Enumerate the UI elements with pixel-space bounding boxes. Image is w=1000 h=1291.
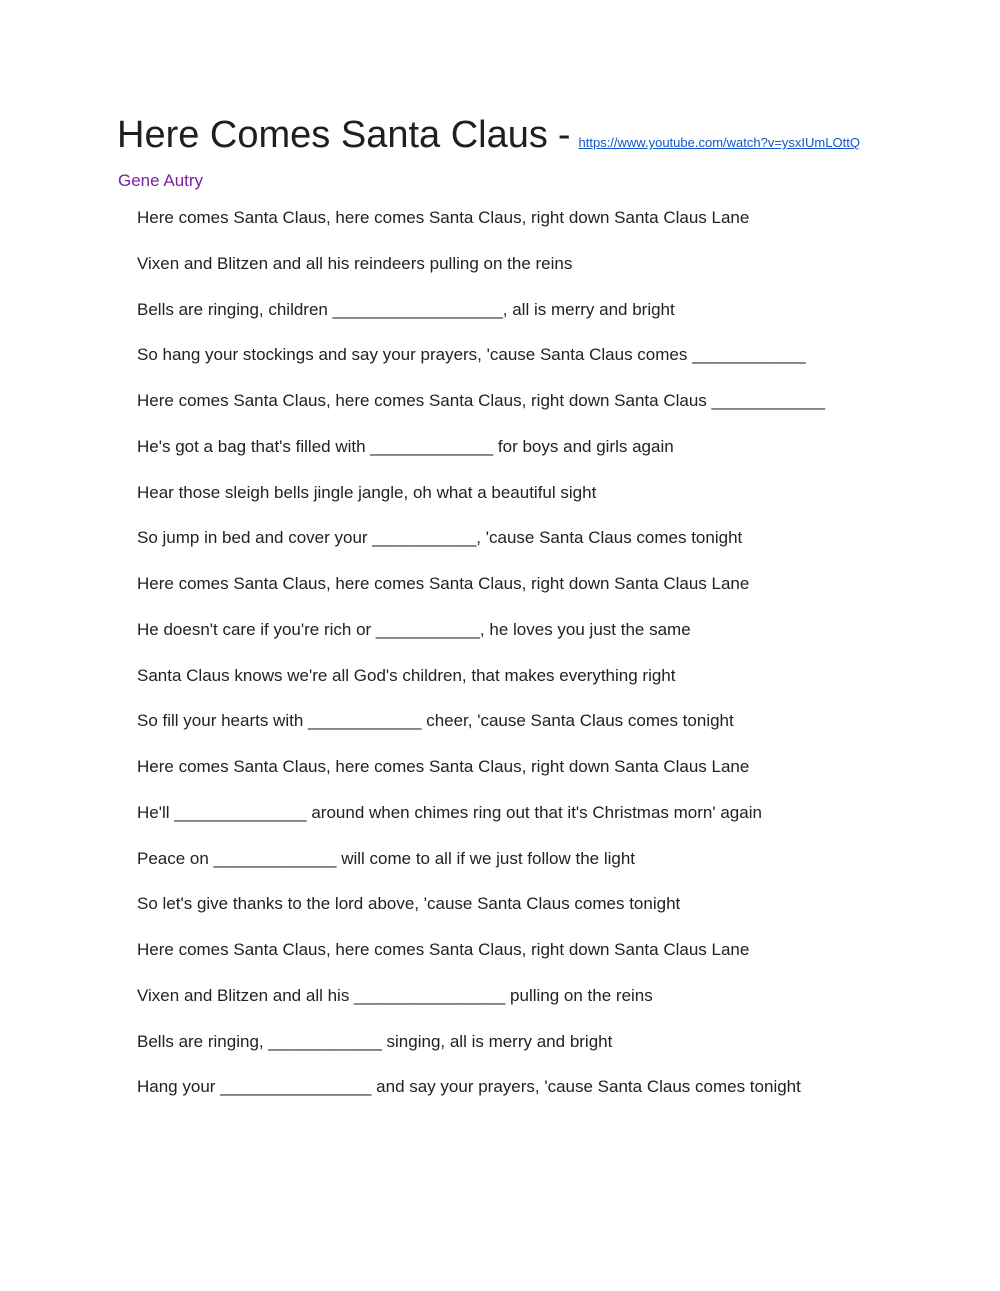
lyric-line: So fill your hearts with ____________ cheer, 'cause Santa Claus comes tonight [137,711,734,731]
lyric-line: Here comes Santa Claus, here comes Santa Claus, right down Santa Claus ____________ [137,391,825,410]
lyric-line: So let's give thanks to the lord above, 'cause Santa Claus comes tonight [137,894,681,914]
lyric-line: He doesn't care if you're rich or ___________, he loves you just the same [137,619,691,639]
lyric-line: Santa Claus knows we're all God's children, that makes everything right [137,665,676,685]
lyric-line: Vixen and Blitzen and all his ________________ pulling on the reins [137,985,653,1005]
lyric-line: Bells are ringing, ____________ singing, all is merry and bright [137,1031,613,1051]
youtube-link[interactable]: https://www.youtube.com/watch?v=ysxIUmLOttQ [578,135,860,150]
lyric-line: Vixen and Blitzen and all his reindeers pulling on the reins [137,253,573,273]
lyrics-list [137,208,825,1123]
lyric-line: Here comes Santa Claus, here comes Santa Claus, right down Santa Claus Lane [137,208,750,227]
lyric-line: He's got a bag that's filled with _____________ for boys and girls again [137,436,674,456]
lyric-line: He'll ______________ around when chimes ring out that it's Christmas morn' again [137,802,762,822]
lyric-line: Hear those sleigh bells jingle jangle, oh what a beautiful sight [137,482,597,502]
artist-name: Gene Autry [118,171,204,190]
lyric-line: Here comes Santa Claus, here comes Santa Claus, right down Santa Claus Lane [137,940,750,959]
lyric-line: Peace on _____________ will come to all if we just follow the light [137,848,636,868]
lyric-line: So jump in bed and cover your ___________, 'cause Santa Claus comes tonight [137,528,743,548]
title-separator: - [557,114,571,156]
lyric-line: Here comes Santa Claus, here comes Santa Claus, right down Santa Claus Lane [137,574,750,593]
page-title: Here Comes Santa Claus [117,114,548,156]
title-row [117,116,860,154]
lyric-line: Here comes Santa Claus, here comes Santa Claus, right down Santa Claus Lane [137,757,750,776]
lyric-line: Hang your ________________ and say your prayers, 'cause Santa Claus comes tonight [137,1077,801,1097]
lyric-line: So hang your stockings and say your prayers, 'cause Santa Claus comes ____________ [137,345,806,365]
lyric-line: Bells are ringing, children __________________, all is merry and bright [137,299,675,319]
